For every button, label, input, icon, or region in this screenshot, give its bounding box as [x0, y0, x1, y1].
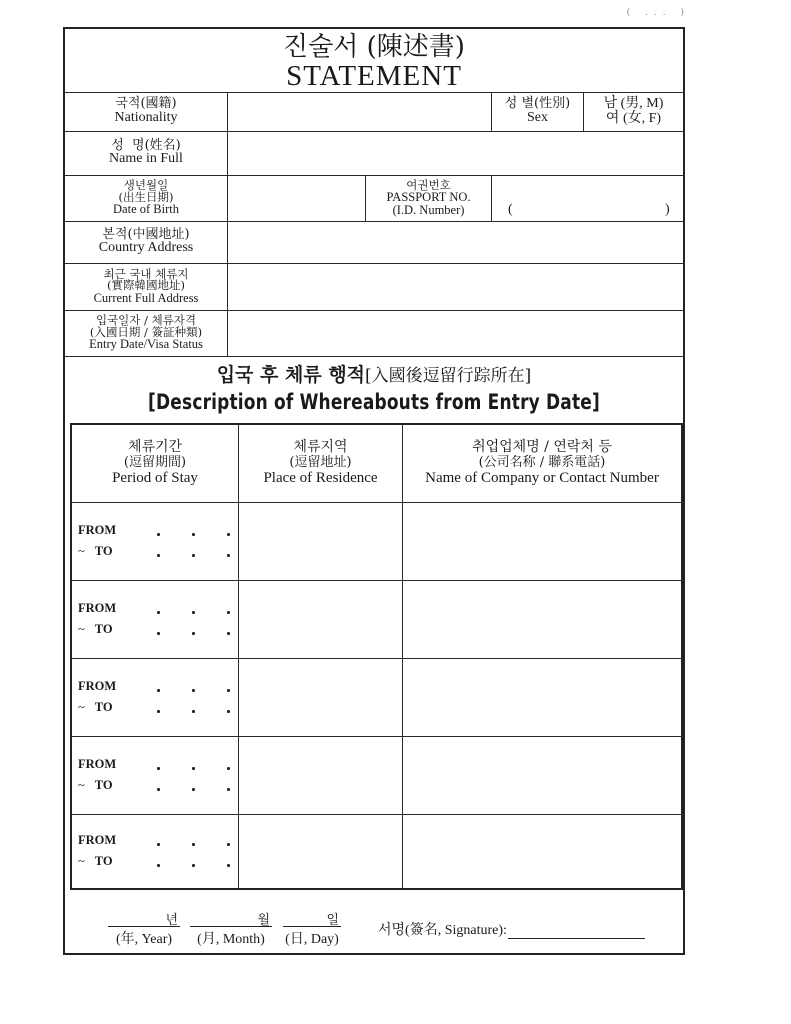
table-row-company[interactable]	[403, 815, 681, 888]
day-caption: (日, Day)	[285, 932, 339, 947]
whereabouts-title-en: [Description of Whereabouts from Entry Date]	[148, 390, 600, 414]
year-field[interactable]	[108, 909, 180, 948]
date-separator-dot	[227, 533, 230, 536]
month-suffix: 월	[190, 909, 272, 927]
date-separator-dot	[227, 843, 230, 846]
year-suffix: 년	[108, 909, 180, 927]
entry-visa-label-en: Entry Date/Visa Status	[89, 337, 203, 352]
sex-label	[492, 92, 583, 131]
column-header-en: Place of Residence	[263, 470, 378, 487]
form-title-korean: 진술서 (陳述書)	[283, 32, 465, 62]
date-separator-dot	[192, 533, 195, 536]
column-header-ko: 체류지역	[293, 439, 348, 456]
column-header-en: Name of Company or Contact Number	[425, 470, 659, 487]
entry-visa-label	[65, 310, 227, 356]
form-title-english: STATEMENT	[286, 60, 462, 92]
passport-label-en: PASSPORT NO.	[386, 190, 471, 205]
to-label	[78, 622, 113, 637]
table-row-place[interactable]	[239, 581, 402, 658]
month-field[interactable]	[190, 909, 272, 948]
name-label-en: Name in Full	[109, 151, 183, 167]
day-field[interactable]	[283, 909, 341, 948]
whereabouts-title-ko	[65, 363, 683, 388]
current-address-field[interactable]	[228, 264, 683, 310]
column-header-cn: (公司名称 / 聯系電話)	[478, 454, 606, 470]
dob-field[interactable]	[228, 176, 365, 221]
to-text: TO	[94, 544, 113, 558]
column-header-cn: (逗留期間)	[123, 454, 187, 470]
signature-label: 서명(簽名, Signature):	[378, 923, 507, 938]
current-address-label	[65, 263, 227, 310]
table-row-period[interactable]	[72, 581, 239, 658]
passport-field[interactable]	[492, 176, 683, 221]
date-separator-dot	[157, 843, 160, 846]
whereabouts-title-ko-text: 입국 후 체류 행적	[216, 364, 366, 386]
tilde: ~	[78, 544, 85, 558]
dob-label	[65, 175, 227, 221]
tilde: ~	[78, 778, 85, 792]
date-separator-dot	[157, 611, 160, 614]
current-address-label-ko: 최근 국내 체류지	[103, 266, 189, 281]
table-row-company[interactable]	[403, 659, 681, 736]
table-row-place[interactable]	[239, 659, 402, 736]
to-text: TO	[94, 700, 113, 714]
name-label-ko: 성 명(姓名)	[111, 137, 181, 153]
date-separator-dot	[227, 767, 230, 770]
table-row-place[interactable]	[239, 503, 402, 580]
day-suffix: 일	[283, 909, 341, 927]
column-header-ko: 체류기간	[127, 439, 183, 456]
column-header-place	[239, 425, 402, 502]
divider	[65, 356, 683, 357]
column-header-period	[72, 425, 238, 502]
sex-option-male[interactable]: 남 (男, M)	[603, 95, 664, 111]
date-separator-dot	[227, 689, 230, 692]
tilde: ~	[78, 854, 85, 868]
tilde: ~	[78, 622, 85, 636]
country-address-label-en: Country Address	[98, 240, 194, 256]
entry-visa-label-ko: 입국일자 / 체류자격	[95, 313, 197, 328]
dob-label-cn: (出生日期)	[118, 189, 174, 204]
country-address-label-ko: 본적(中國地址)	[102, 226, 190, 242]
table-row-company[interactable]	[403, 503, 681, 580]
dob-label-en: Date of Birth	[113, 202, 179, 217]
date-separator-dot	[192, 864, 195, 867]
nationality-label	[65, 92, 227, 131]
paren-close: )	[665, 202, 670, 217]
table-row-period[interactable]	[72, 659, 239, 736]
table-row-period[interactable]	[72, 815, 239, 888]
date-separator-dot	[192, 710, 195, 713]
table-row-company[interactable]	[403, 737, 681, 814]
passport-label-ko: 여권번호	[406, 177, 451, 192]
dob-label-ko: 생년월일	[123, 178, 169, 193]
name-label	[65, 131, 227, 175]
date-separator-dot	[227, 632, 230, 635]
country-address-label	[65, 221, 227, 263]
date-separator-dot	[227, 864, 230, 867]
name-field[interactable]	[228, 132, 683, 175]
nationality-field[interactable]	[228, 93, 491, 131]
from-label: FROM	[78, 523, 117, 537]
date-separator-dot	[192, 611, 195, 614]
column-header-company	[403, 425, 681, 502]
date-separator-dot	[157, 788, 160, 791]
date-separator-dot	[192, 632, 195, 635]
page-header-fragment: ( ... )	[626, 8, 690, 18]
table-row-place[interactable]	[239, 815, 402, 888]
country-address-field[interactable]	[228, 222, 683, 263]
nationality-label-ko: 국적(國籍)	[115, 96, 177, 112]
sex-label-ko: 성 별(性別)	[504, 96, 571, 112]
date-separator-dot	[227, 710, 230, 713]
paren-open: (	[508, 202, 513, 217]
date-separator-dot	[192, 689, 195, 692]
date-separator-dot	[192, 843, 195, 846]
to-label	[78, 700, 113, 715]
entry-visa-label-cn: (入國日期 / 簽証种類)	[89, 324, 203, 339]
date-separator-dot	[157, 533, 160, 536]
date-separator-dot	[157, 767, 160, 770]
entry-visa-field[interactable]	[228, 311, 683, 356]
signature-line[interactable]	[508, 925, 645, 939]
sex-option-female[interactable]: 여 (女, F)	[605, 110, 662, 126]
date-signature-footer	[65, 909, 683, 949]
current-address-label-cn: (實際韓國地址)	[107, 278, 185, 293]
date-separator-dot	[227, 611, 230, 614]
table-row-period[interactable]	[72, 737, 239, 814]
date-separator-dot	[227, 788, 230, 791]
to-label	[78, 778, 113, 793]
column-header-en: Period of Stay	[112, 470, 198, 487]
to-text: TO	[94, 778, 113, 792]
to-text: TO	[94, 854, 113, 868]
signature-field[interactable]	[378, 919, 645, 939]
tilde: ~	[78, 700, 85, 714]
from-label: FROM	[78, 833, 117, 847]
date-separator-dot	[157, 689, 160, 692]
sex-label-en: Sex	[527, 109, 548, 125]
table-row-company[interactable]	[403, 581, 681, 658]
passport-label-id: (I.D. Number)	[392, 202, 465, 217]
to-label	[78, 544, 113, 559]
date-separator-dot	[157, 864, 160, 867]
nationality-label-en: Nationality	[114, 109, 178, 125]
date-separator-dot	[157, 710, 160, 713]
to-text: TO	[94, 622, 113, 636]
date-separator-dot	[157, 554, 160, 557]
current-address-label-en: Current Full Address	[93, 290, 199, 305]
date-separator-dot	[157, 632, 160, 635]
to-label	[78, 854, 113, 869]
column-header-ko: 취업업체명 / 연락처 등	[472, 439, 612, 456]
table-row-period[interactable]	[72, 503, 239, 580]
whereabouts-title-cn: [入國後逗留行踪所在]	[365, 366, 532, 386]
column-header-cn: (逗留地址)	[289, 454, 352, 470]
from-label: FROM	[78, 757, 117, 771]
sex-options	[584, 92, 683, 131]
whereabouts-table	[70, 423, 683, 890]
year-caption: (年, Year)	[115, 932, 173, 947]
statement-form	[63, 27, 685, 955]
from-label: FROM	[78, 679, 117, 693]
from-label: FROM	[78, 601, 117, 615]
passport-label	[366, 175, 491, 221]
date-separator-dot	[192, 767, 195, 770]
date-separator-dot	[192, 788, 195, 791]
date-separator-dot	[192, 554, 195, 557]
table-row-place[interactable]	[239, 737, 402, 814]
month-caption: (月, Month)	[197, 932, 265, 947]
date-separator-dot	[227, 554, 230, 557]
